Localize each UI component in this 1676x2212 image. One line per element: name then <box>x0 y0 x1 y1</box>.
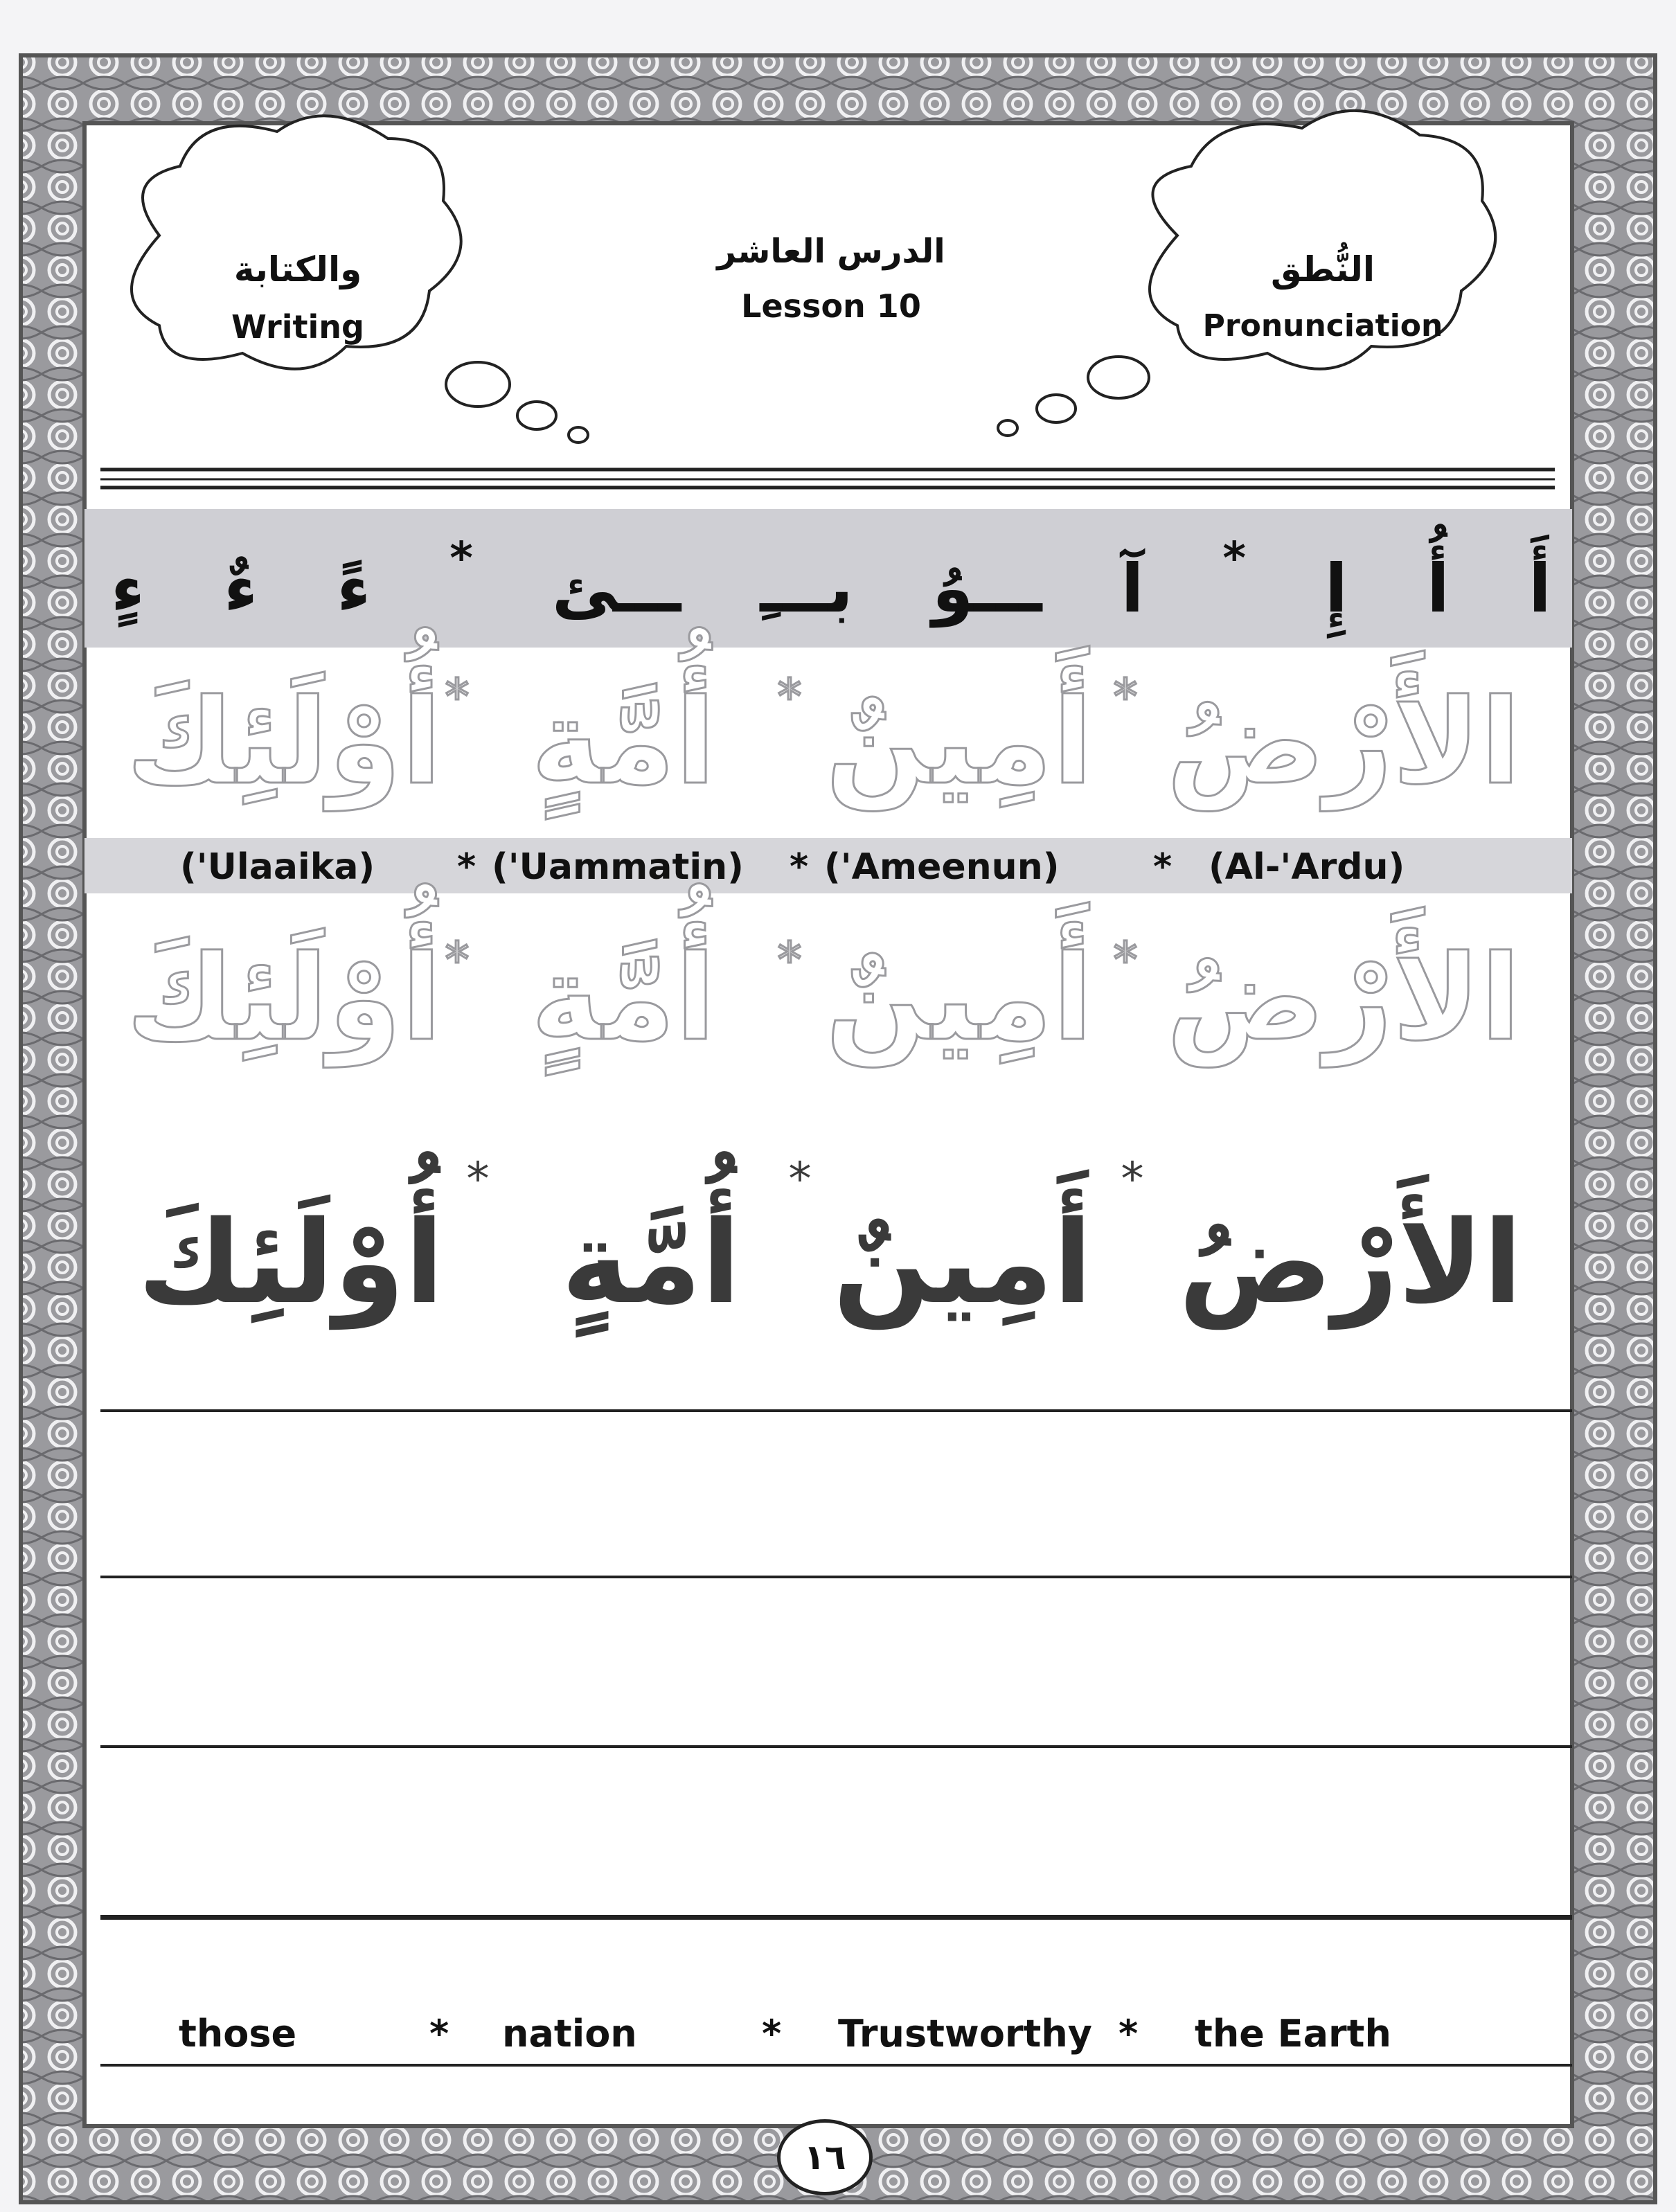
solid-word-nation: أُمَّةٍ <box>561 1196 741 1329</box>
separator-star: * <box>777 668 802 725</box>
translit-earth: (Al-'Ardu) <box>1209 846 1405 888</box>
writing-line-2 <box>100 1576 1572 1578</box>
separator-star: * <box>445 931 470 988</box>
outlined-word-trustworthy: أَمِينٌ <box>826 674 1093 811</box>
writing-english-label: Writing <box>231 308 364 346</box>
letter-ya-form: بـــِ <box>760 550 853 627</box>
separator-star: * <box>1153 846 1173 888</box>
outlined-word-those: أُوْلَئِكَ <box>126 674 442 811</box>
writing-line-5 <box>100 2064 1572 2067</box>
meaning-those: those <box>179 2012 297 2055</box>
separator-star: * <box>429 2012 449 2055</box>
separator-star: * <box>1113 668 1138 725</box>
outlined-word-nation: أُمَّةٍ <box>531 674 716 811</box>
translit-those: ('Ulaaika) <box>180 846 375 888</box>
letter-waw-form: ـــوُ <box>931 550 1042 627</box>
outlined-words-row-2 <box>126 883 1520 1076</box>
meaning-trustworthy: Trustworthy <box>838 2012 1093 2055</box>
page-number: ١٦ <box>777 2119 873 2195</box>
separator-star: * <box>1121 1152 1144 1206</box>
separator-star: * <box>777 931 802 988</box>
letter-hamza-kasra: إِ <box>1325 550 1348 627</box>
outlined-word-earth: الأَرْضُ <box>1166 930 1521 1067</box>
meaning-earth: the Earth <box>1195 2012 1391 2055</box>
writing-line-1 <box>100 1409 1572 1412</box>
separator-star: * <box>1222 533 1246 585</box>
letter-alif-madda: آ <box>1121 550 1144 627</box>
separator-star: * <box>466 1152 490 1206</box>
outlined-word-earth: الأَرْضُ <box>1166 674 1521 811</box>
letter-hamza-fatha: أَ <box>1528 550 1551 627</box>
letter-hamza-tanween-kasr: ءٍ <box>111 550 145 627</box>
translit-trustworthy: ('Ameenun) <box>824 846 1060 888</box>
writing-arabic-label: والكتابة <box>233 249 362 289</box>
lesson-english-title: Lesson 10 <box>741 287 921 325</box>
separator-star: * <box>457 846 476 888</box>
letter-hamza-tanween-damm: ءٌ <box>224 550 258 627</box>
letter-hamza-tanween-fath: ءً <box>337 550 371 627</box>
separator-star: * <box>1113 931 1138 988</box>
pronunciation-english-label: Pronunciation <box>1202 308 1443 344</box>
translit-nation: ('Uammatin) <box>492 846 744 888</box>
outlined-word-those: أُوْلَئِكَ <box>126 930 442 1067</box>
separator-star: * <box>762 2012 782 2055</box>
meaning-nation: nation <box>502 2012 637 2055</box>
lesson-arabic-title: الدرس العاشر <box>717 232 945 271</box>
outlined-word-trustworthy: أَمِينٌ <box>826 930 1093 1067</box>
separator-star: * <box>445 668 470 725</box>
pronunciation-arabic-label: النُّطق <box>1270 249 1375 289</box>
separator-star: * <box>788 1152 812 1206</box>
letter-hamza-damma: أُ <box>1426 550 1450 627</box>
writing-line-3 <box>100 1745 1572 1748</box>
outlined-word-nation: أُمَّةٍ <box>531 930 716 1067</box>
separator-star: * <box>449 533 473 585</box>
solid-word-earth: الأَرْضُ <box>1178 1196 1523 1329</box>
outlined-words-row-1 <box>126 627 1520 819</box>
writing-line-4 <box>100 1915 1572 1920</box>
solid-word-those: أُوْلَئِكَ <box>137 1196 445 1329</box>
solid-words-row <box>138 1150 1522 1338</box>
letter-hamza-seat: ـــئ <box>551 550 681 627</box>
solid-word-trustworthy: أَمِينٌ <box>832 1196 1093 1329</box>
separator-star: * <box>790 846 809 888</box>
separator-star: * <box>1118 2012 1139 2055</box>
